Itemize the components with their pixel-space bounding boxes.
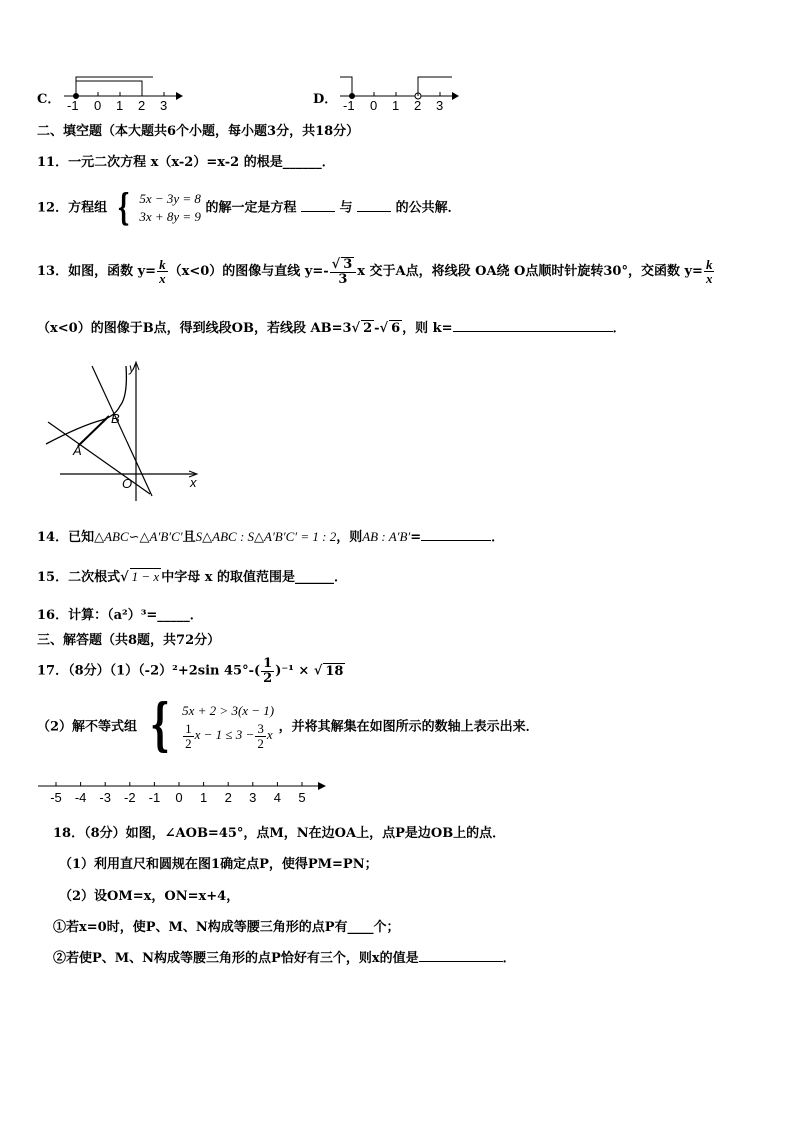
q17-text: （2）解不等式组 [37, 719, 138, 735]
fraction-sqrt3-over-3: $\frac{√ 3}{3}$ [330, 257, 357, 286]
answer-blank[interactable] [421, 527, 491, 541]
section-3-title: 三、解答题（共8题，共72分） [37, 633, 221, 648]
axis-label: -1 [343, 98, 355, 113]
q17-text: ，并将其解集在如图所示的数轴上表示出来． [278, 719, 539, 735]
q13-text: 13．如图，函数 y= [37, 264, 157, 280]
question-17-part-1: 17．（8分）（1）（-2）²+2sin 45°-( $\frac{1}{2}$ )⁻¹ × √ 18 [37, 656, 344, 686]
question-15: 15．二次根式√ 1 − x 中字母 x 的取值范围是______． [37, 569, 347, 585]
sqrt-2: 2 [363, 321, 373, 336]
question-11: 11．一元二次方程 x（x-2）=x-2 的根是______． [37, 155, 335, 170]
numberline-label: -1 [148, 790, 161, 805]
axis-label: -1 [67, 98, 79, 113]
question-18-stem: 18．（8分）如图，∠AOB=45°，点M，N在边OA上，点P是边OB上的点． [53, 826, 506, 841]
question-18-part-1: （1）利用直尺和圆规在图1确定点P，使得PM=PN； [59, 857, 378, 872]
question-17-part-2 [37, 692, 539, 758]
segment-AB [78, 416, 109, 446]
axis-label: 2 [138, 98, 146, 113]
numberline-label: -5 [50, 790, 62, 805]
answer-blank[interactable] [301, 198, 335, 212]
equation-system [139, 190, 201, 226]
fraction-one-half: $\frac{1}{2}$ [263, 656, 273, 686]
label-B: B [111, 411, 120, 426]
question-13-line-2: （x<0）的图像于B点，得到线段OB，若线段 AB=3√ 2 -√ 6 ，则 k= ． [37, 317, 626, 336]
axis-label: 1 [392, 98, 400, 113]
q13-text: x 交于A点，将线段 OA绕 O点顺时针旋转30°，交函数 y= [357, 264, 703, 280]
numberline-label: -2 [124, 790, 136, 805]
axis-label: 0 [370, 98, 378, 113]
left-brace: { [116, 187, 130, 229]
q12-suffix-a: 的解一定是方程 [205, 200, 297, 216]
section-2-title: 二、填空题（本大题共6个小题，每小题3分，共18分） [37, 124, 360, 139]
q17-text: )⁻¹ × [275, 663, 314, 679]
question-18-part-2: （2）设OM=x，ON=x+4， [59, 889, 240, 904]
numberline-label: -3 [99, 790, 111, 805]
figure-13-graph [40, 356, 210, 506]
axis-label: 3 [160, 98, 168, 113]
q14-text: 14．已知 [37, 530, 95, 545]
inequality-2: $\frac{1}{2}$ x − 1 ≤ 3 − $\frac{3}{2}$ x [185, 720, 273, 751]
similarity-statement: △ABC∽△A′B′C′ [94, 529, 183, 544]
sqrt-18: 18 [325, 663, 344, 679]
q17-numberline [36, 780, 328, 810]
numberline-label: 3 [249, 790, 257, 805]
equation-1: 5x − 3y = 8 [139, 191, 201, 206]
hyperbola-curve [46, 366, 126, 444]
answer-blank[interactable] [453, 318, 613, 332]
axis-label: 3 [436, 98, 444, 113]
axis-label: 2 [414, 98, 422, 113]
side-ratio: AB : A′B′ [362, 529, 411, 544]
option-d-numberline [336, 72, 461, 114]
q13-text: ，则 k= [402, 321, 453, 336]
q15-text: 15．二次根式 [37, 570, 121, 585]
option-c-letter: C． [37, 92, 61, 107]
question-18-part-2b: ②若使P、M、N构成等腰三角形的点P恰好有三个，则x的值是 ． [53, 947, 516, 966]
left-brace: { [149, 692, 170, 758]
question-14: 14．已知△ABC∽△A′B′C′且S△ABC : S△A′B′C′ = 1 : 2，则AB : A′B′= ． [37, 529, 505, 545]
q12-prefix: 12．方程组 [37, 200, 108, 216]
numberline-label: -4 [74, 790, 87, 805]
numberline-ticks [50, 782, 305, 805]
fraction-k-over-x: $\frac{k}{x}$ [705, 256, 713, 287]
answer-blank[interactable] [357, 198, 391, 212]
numberline-label: 0 [175, 790, 183, 805]
q18-text: ②若使P、M、N构成等腰三角形的点P恰好有三个，则x的值是 [53, 951, 419, 966]
axis-label: 0 [94, 98, 102, 113]
q12-suffix-c: 的公共解． [395, 200, 461, 216]
q13-text: （x<0）的图像与直线 y=- [168, 264, 329, 280]
answer-blank[interactable] [419, 948, 503, 962]
numberline-label: 1 [199, 790, 208, 805]
numberline-label: 5 [298, 790, 306, 805]
option-c-numberline [60, 72, 185, 114]
question-13-line-1 [37, 257, 715, 286]
area-ratio: S△ABC : S△A′B′C′ = 1 : 2 [195, 529, 337, 544]
fraction-k-over-x: $\frac{k}{x}$ [159, 256, 166, 287]
question-16: 16．计算：（a²）³=_____． [37, 608, 203, 623]
radicand: 1 − x [131, 569, 160, 584]
inequality-system [182, 700, 274, 750]
numberline-label: 2 [224, 790, 232, 805]
equation-2: 3x + 8y = 9 [139, 209, 201, 224]
numberline-label: 4 [273, 790, 282, 805]
inequality-1: 5x + 2 > 3(x − 1) [182, 702, 275, 718]
q17-text: 17．（8分）（1）（-2）²+2sin 45°-( [37, 663, 261, 679]
sqrt-6: 6 [391, 321, 401, 336]
q13-text: （x<0）的图像于B点，得到线段OB，若线段 AB=3 [37, 321, 352, 336]
label-y: y [129, 361, 135, 375]
label-O: O [122, 476, 133, 491]
label-x: x [190, 475, 197, 490]
option-d-letter: D． [313, 92, 338, 107]
label-A: A [73, 443, 82, 458]
axis-label: 1 [116, 98, 124, 113]
q12-suffix-b: 与 [339, 200, 353, 216]
question-18-part-2a: ①若x=0时，使P、M、N构成等腰三角形的点P有____个； [53, 920, 400, 935]
question-12 [37, 187, 461, 229]
q15-text: 中字母 x 的取值范围是______． [161, 570, 347, 585]
